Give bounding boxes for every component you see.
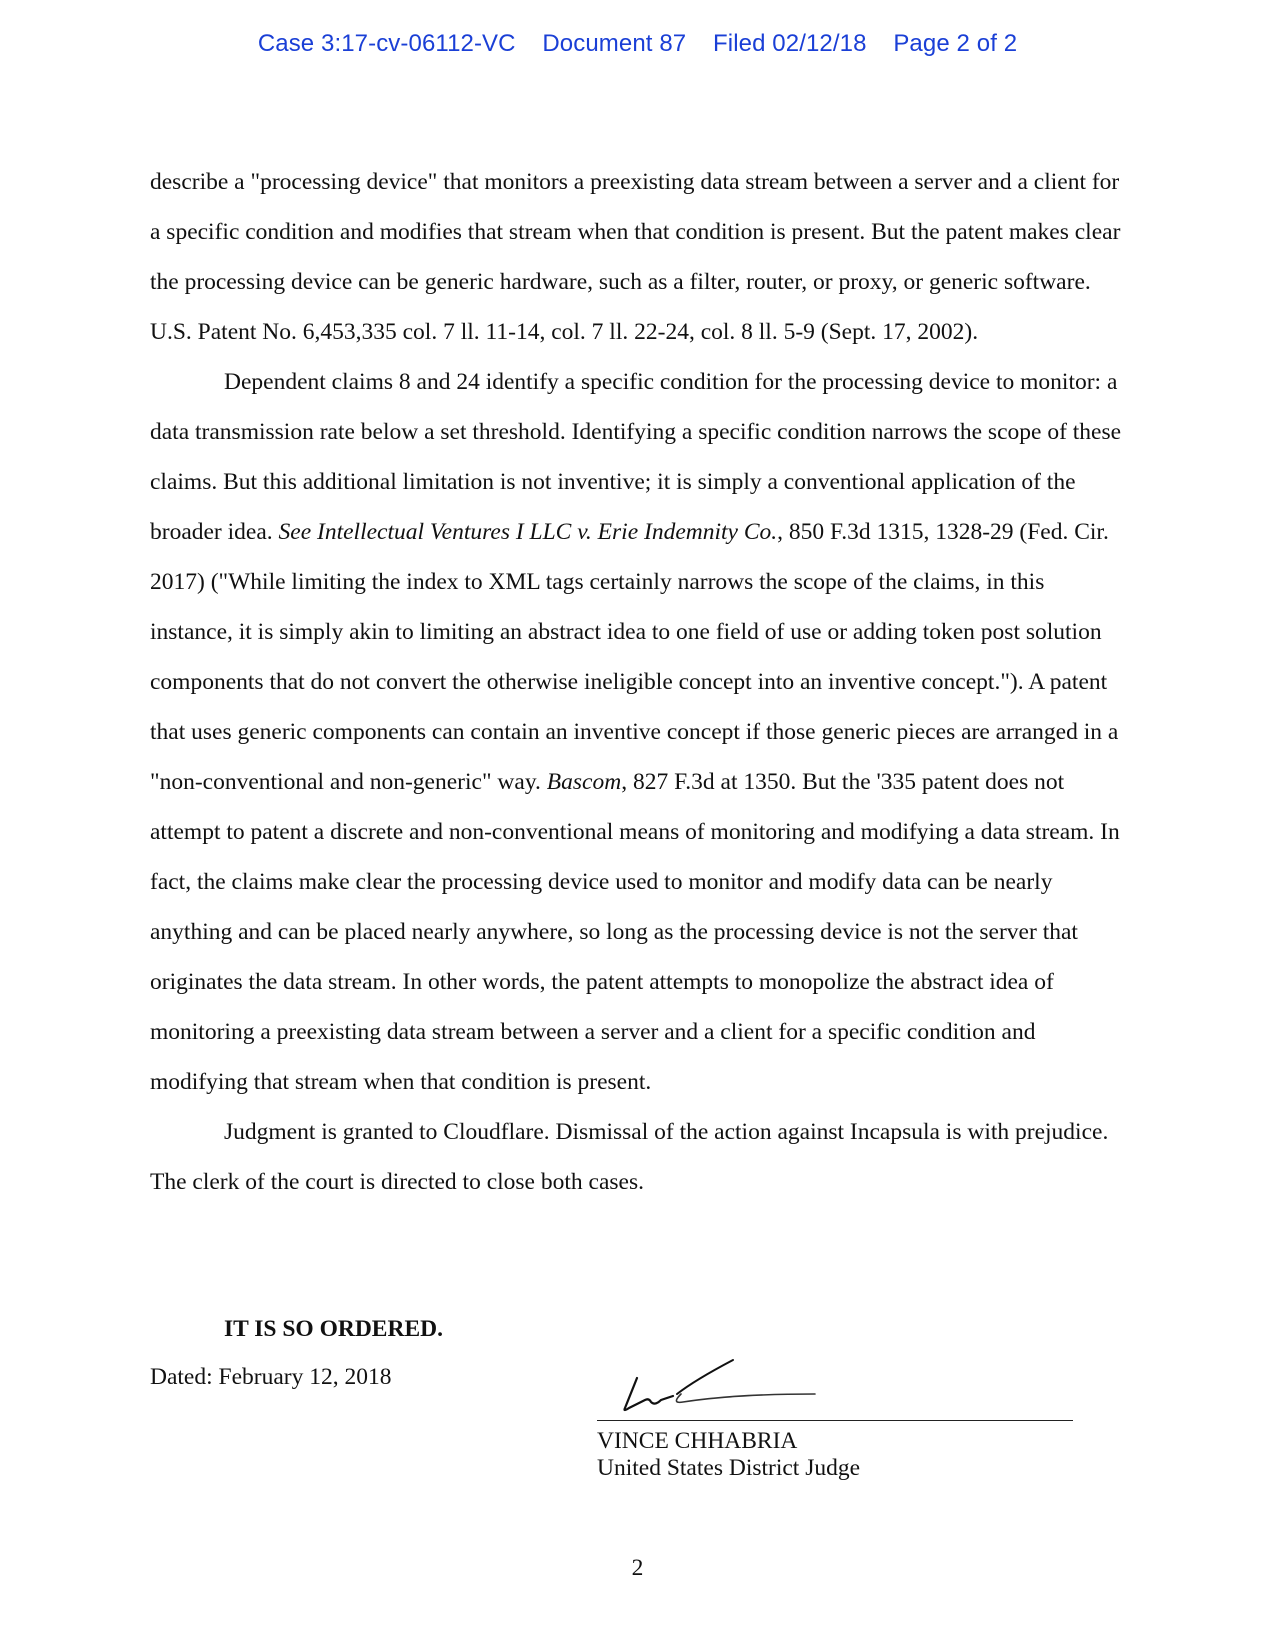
case-header <box>0 30 1275 58</box>
judge-signature <box>615 1350 855 1420</box>
paragraph-3: Judgment is granted to Cloudflare. Dismissal of the action against Incapsula is with prejudice. The clerk of the court is directed to close both cases. <box>150 1119 1109 1195</box>
citation-intellectual-ventures: See Intellectual Ventures I LLC v. Erie Indemnity Co. <box>278 519 778 545</box>
paragraph-2-part-c: , 827 F.3d at 1350. But the '335 patent does not attempt to patent a discrete and non-conventional means of monitoring and modifying a data stream. In fact, the claims make clear the processing device used to monitor and modify data can be nearly anything and can be placed nearly anywhere, so long as the processing device is not the server that originates the data stream. In other words, the patent attempts to monopolize the abstract idea of monitoring a preexisting data stream between a server and a client for a specific condition and modifying that stream when that condition is present. <box>150 769 1120 1095</box>
page-count: Page 2 of 2 <box>893 30 1018 57</box>
signature-line <box>597 1420 1073 1421</box>
judge-title: United States District Judge <box>597 1455 861 1481</box>
paragraph-2 <box>150 357 1130 1107</box>
so-ordered: IT IS SO ORDERED. <box>224 1316 443 1342</box>
paragraph-2-part-b: , 850 F.3d 1315, 1328-29 (Fed. Cir. 2017) ("While limiting the index to XML tags certainly narrows the scope of the claims, in this instance, it is simply akin to limiting an abstract idea to one field of use or adding token post solution components that do not convert the otherwise ineligible concept into an inventive concept."). A patent that uses generic components can contain an inventive concept if those generic pieces are arranged in a "non-conventional and non-generic" way. <box>150 519 1119 795</box>
paragraph-1: describe a "processing device" that monitors a preexisting data stream between a server and a client for a specific condition and modifies that stream when that condition is present. But the patent makes clear the processing device can be generic hardware, such as a filter, router, or proxy, or generic software. U.S. Patent No. 6,453,335 col. 7 ll. 11-14, col. 7 ll. 22-24, col. 8 ll. 5-9 (Sept. 17, 2002). <box>150 169 1121 345</box>
document-number: Document 87 <box>542 30 687 57</box>
filed-date: Filed 02/12/18 <box>713 30 867 57</box>
judge-block <box>597 1428 860 1482</box>
dated-line: Dated: February 12, 2018 <box>150 1364 392 1390</box>
case-number: Case 3:17-cv-06112-VC <box>257 30 516 57</box>
judge-name: VINCE CHHABRIA <box>597 1428 798 1454</box>
paragraph-2-part-a: Dependent claims 8 and 24 identify a specific condition for the processing device to monitor: a data transmission rate below a set threshold. Identifying a specific condition narrows the scope of these claims. But this additional limitation is not inventive; it is simply a conventional application of the broader idea. <box>150 369 1122 545</box>
page-number: 2 <box>631 1555 644 1581</box>
opinion-body <box>150 157 1130 1207</box>
citation-bascom: Bascom <box>546 769 622 795</box>
